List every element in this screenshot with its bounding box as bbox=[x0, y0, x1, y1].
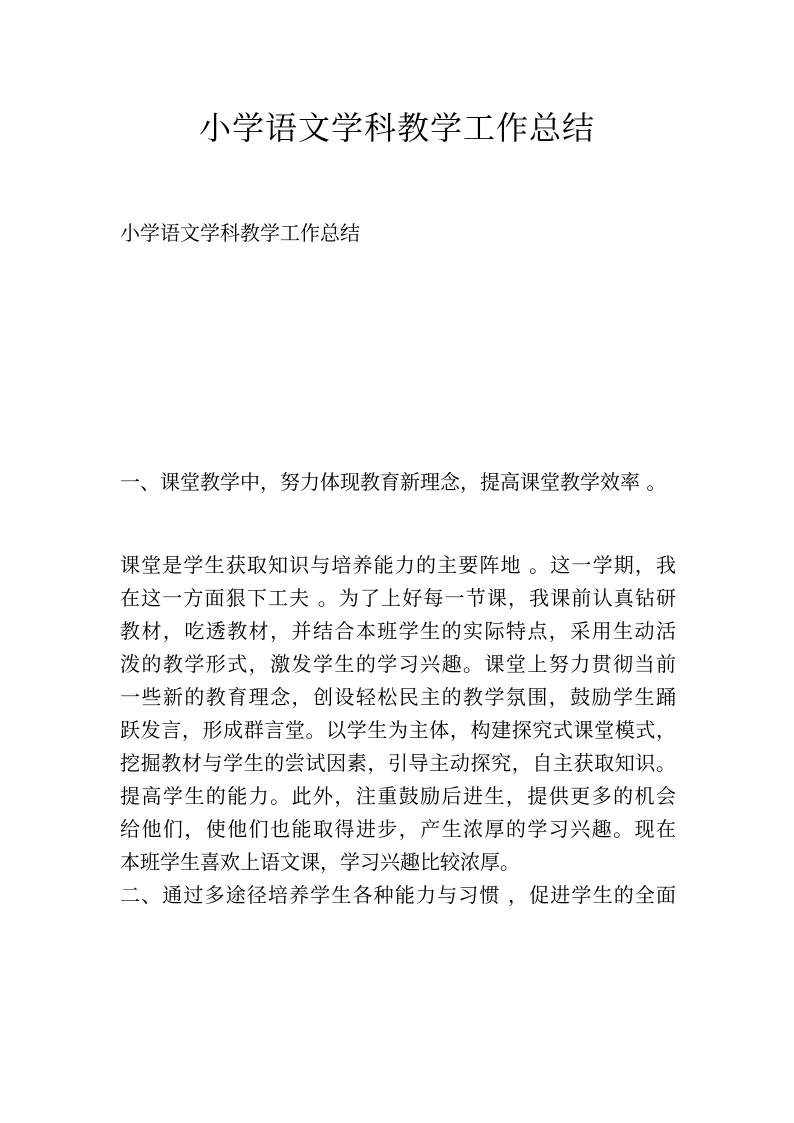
paragraph-line: 教材，吃透教材，并结合本班学生的实际特点，采用生动活 bbox=[120, 619, 676, 643]
paragraph-line: 给他们，使他们也能取得进步，产生浓厚的学习兴趣。现在 bbox=[120, 817, 676, 841]
paragraph-line: 课堂是学生获取知识与培养能力的主要阵地 。这一学期，我 bbox=[120, 553, 676, 577]
document-title: 小学语文学科教学工作总结 bbox=[198, 109, 595, 147]
section-heading-2: 二、通过多途径培养学生各种能力与习惯 ，促进学生的全面 bbox=[120, 883, 676, 907]
body-paragraph bbox=[120, 549, 676, 912]
document-subtitle: 小学语文学科教学工作总结 bbox=[120, 221, 360, 245]
section-heading-1: 一、课堂教学中，努力体现教育新理念，提高课堂教学效率 。 bbox=[120, 470, 667, 494]
paragraph-line: 在这一方面狠下工夫 。为了上好每一节课，我课前认真钻研 bbox=[120, 586, 676, 610]
paragraph-line: 本班学生喜欢上语文课，学习兴趣比较浓厚。 bbox=[120, 850, 520, 874]
paragraph-line: 提高学生的能力。此外，注重鼓励后进生，提供更多的机会 bbox=[120, 784, 676, 808]
paragraph-line: 一些新的教育理念，创设轻松民主的教学氛围，鼓励学生踊 bbox=[120, 685, 676, 709]
paragraph-line: 挖掘教材与学生的尝试因素，引导主动探究，自主获取知识。 bbox=[120, 751, 676, 775]
paragraph-line: 跃发言，形成群言堂。以学生为主体，构建探究式课堂模式， bbox=[120, 718, 676, 742]
paragraph-line: 泼的教学形式，激发学生的学习兴趣。课堂上努力贯彻当前 bbox=[120, 652, 676, 676]
